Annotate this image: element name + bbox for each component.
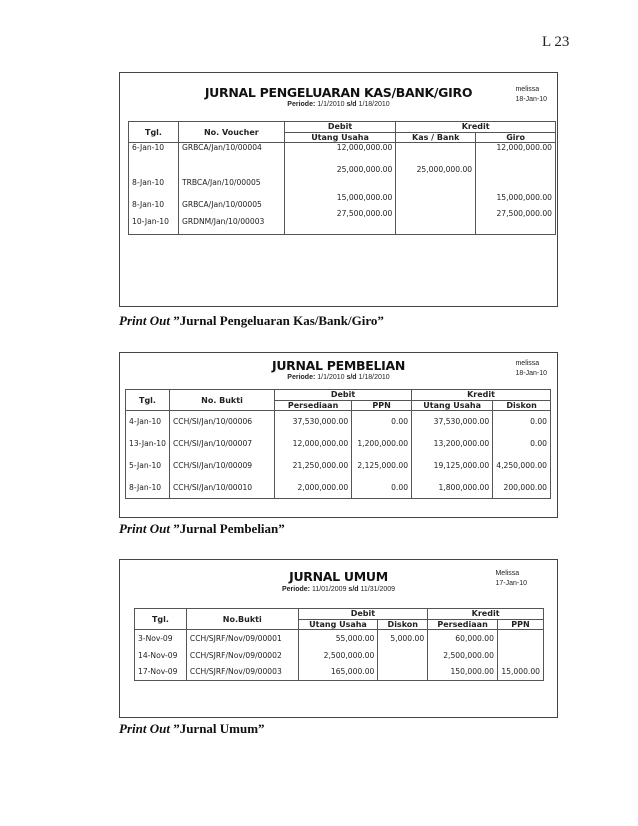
caption-text: ”Jurnal Pembelian”	[173, 521, 285, 536]
cell-ref: CCH/SI/Jan/10/00010	[169, 477, 274, 499]
cell-date: 6-Jan-10	[129, 143, 179, 165]
cell-date: 8-Jan-10	[129, 165, 179, 187]
cell-persediaan: 2,000,000.00	[274, 477, 351, 499]
cell-ref: TRBCA/Jan/10/00005	[178, 165, 284, 187]
report-user: melissa	[515, 360, 540, 367]
caption-pembelian	[119, 521, 285, 537]
table-row	[126, 477, 551, 499]
period-label: Periode:	[287, 101, 316, 108]
header-date: Tgl.	[126, 390, 170, 411]
cell-ppn: 0.00	[352, 477, 412, 499]
report-user-stamp	[495, 569, 527, 589]
caption-pengeluaran-kas	[119, 313, 384, 329]
cell-utang-usaha: 19,125,000.00	[412, 455, 493, 477]
report-user-stamp	[515, 359, 547, 379]
cell-ppn: 15,000.00	[497, 664, 543, 681]
report-period	[120, 101, 557, 108]
report-pembelian	[119, 352, 558, 518]
header-sub-1: Utang Usaha	[284, 132, 396, 143]
report-user-stamp	[515, 85, 547, 105]
cell-giro: 15,000,000.00	[476, 187, 556, 209]
header-sub-1: Utang Usaha	[298, 619, 378, 630]
caption-italic: Print Out	[119, 721, 170, 736]
cell-giro: 12,000,000.00	[476, 143, 556, 165]
period-label: Periode:	[281, 586, 310, 593]
cell-ref: CCH/SI/Jan/10/00009	[169, 455, 274, 477]
cell-ref: CCH/SI/Jan/10/00006	[169, 411, 274, 433]
header-sub-4: Diskon	[493, 400, 551, 411]
report-print-date: 17-Jan-10	[495, 580, 527, 587]
cell-utang-usaha: 13,200,000.00	[412, 433, 493, 455]
header-ref: No. Bukti	[169, 390, 274, 411]
caption-text: ”Jurnal Umum”	[173, 721, 265, 736]
cell-giro	[476, 165, 556, 187]
report-user: Melissa	[495, 570, 520, 577]
cell-giro: 27,500,000.00	[476, 209, 556, 235]
table-row	[129, 143, 556, 165]
cell-utang-usaha: 27,500,000.00	[284, 209, 396, 235]
cell-persediaan: 37,530,000.00	[274, 411, 351, 433]
cell-ppn: 0.00	[352, 411, 412, 433]
table-row	[126, 411, 551, 433]
report-period	[120, 586, 557, 593]
cell-diskon: 0.00	[493, 433, 551, 455]
header-debit: Debit	[284, 122, 396, 133]
header-sub-2: Diskon	[378, 619, 428, 630]
cell-ref: CCH/SJRF/Nov/09/00002	[186, 647, 298, 664]
cell-date: 8-Jan-10	[129, 187, 179, 209]
journal-table	[128, 121, 556, 235]
table-row	[129, 165, 556, 187]
page-number: L 23	[542, 34, 570, 50]
header-sub-1: Persediaan	[274, 400, 351, 411]
report-title: JURNAL PENGELUARAN KAS/BANK/GIRO	[204, 85, 473, 100]
header-sub-2: Kas / Bank	[396, 132, 476, 143]
cell-date: 14-Nov-09	[135, 647, 187, 664]
caption-text: ”Jurnal Pengeluaran Kas/Bank/Giro”	[173, 313, 384, 328]
cell-utang-usaha: 37,530,000.00	[412, 411, 493, 433]
header-kredit: Kredit	[396, 122, 556, 133]
cell-diskon: 200,000.00	[493, 477, 551, 499]
cell-diskon: 5,000.00	[378, 630, 428, 647]
header-sub-3: Utang Usaha	[412, 400, 493, 411]
cell-date: 4-Jan-10	[126, 411, 170, 433]
cell-date: 3-Nov-09	[135, 630, 187, 647]
cell-date: 17-Nov-09	[135, 664, 187, 681]
cell-diskon: 0.00	[493, 411, 551, 433]
cell-utang-usaha: 1,800,000.00	[412, 477, 493, 499]
cell-kas-bank: 25,000,000.00	[396, 165, 476, 187]
period-to: 1/18/2010	[358, 374, 390, 381]
table-row	[126, 455, 551, 477]
cell-ppn	[497, 630, 543, 647]
header-kredit: Kredit	[428, 609, 544, 620]
report-pengeluaran-kas	[119, 72, 558, 307]
cell-utang-usaha: 12,000,000.00	[284, 143, 396, 165]
cell-diskon: 4,250,000.00	[493, 455, 551, 477]
header-debit: Debit	[274, 390, 411, 401]
cell-persediaan: 60,000.00	[428, 630, 498, 647]
period-from: 1/1/2010	[317, 101, 345, 108]
period-separator: s/d	[346, 101, 357, 108]
cell-utang-usaha: 55,000.00	[298, 630, 378, 647]
caption-umum	[119, 721, 265, 737]
cell-ppn: 2,125,000.00	[352, 455, 412, 477]
cell-kas-bank	[396, 187, 476, 209]
cell-persediaan: 2,500,000.00	[428, 647, 498, 664]
table-row	[129, 187, 556, 209]
table-row	[135, 664, 544, 681]
header-sub-3: Giro	[476, 132, 556, 143]
header-sub-2: PPN	[352, 400, 412, 411]
period-separator: s/d	[348, 586, 359, 593]
period-to: 11/31/2009	[360, 586, 396, 593]
cell-ref: CCH/SJRF/Nov/09/00003	[186, 664, 298, 681]
header-debit: Debit	[298, 609, 428, 620]
cell-diskon	[378, 664, 428, 681]
cell-date: 10-Jan-10	[129, 209, 179, 235]
cell-diskon	[378, 647, 428, 664]
header-sub-4: PPN	[497, 619, 543, 630]
cell-kas-bank	[396, 209, 476, 235]
header-ref: No. Voucher	[178, 122, 284, 143]
cell-utang-usaha: 15,000,000.00	[284, 187, 396, 209]
report-print-date: 18-Jan-10	[515, 96, 547, 103]
report-title: JURNAL PEMBELIAN	[271, 358, 406, 373]
cell-ref: CCH/SJRF/Nov/09/00001	[186, 630, 298, 647]
period-from: 1/1/2010	[317, 374, 345, 381]
table-row	[135, 630, 544, 647]
header-date: Tgl.	[129, 122, 179, 143]
header-kredit: Kredit	[412, 390, 551, 401]
cell-ref: GRBCA/Jan/10/00005	[178, 187, 284, 209]
cell-utang-usaha: 25,000,000.00	[284, 165, 396, 187]
cell-persediaan: 150,000.00	[428, 664, 498, 681]
cell-ref: GRBCA/Jan/10/00004	[178, 143, 284, 165]
header-sub-3: Persediaan	[428, 619, 498, 630]
period-label: Periode:	[287, 374, 316, 381]
cell-persediaan: 21,250,000.00	[274, 455, 351, 477]
caption-italic: Print Out	[119, 313, 170, 328]
cell-date: 5-Jan-10	[126, 455, 170, 477]
cell-utang-usaha: 2,500,000.00	[298, 647, 378, 664]
cell-ppn: 1,200,000.00	[352, 433, 412, 455]
cell-date: 8-Jan-10	[126, 477, 170, 499]
cell-date: 13-Jan-10	[126, 433, 170, 455]
cell-ppn	[497, 647, 543, 664]
period-separator: s/d	[346, 374, 357, 381]
report-umum	[119, 559, 558, 718]
table-row	[129, 209, 556, 235]
header-date: Tgl.	[135, 609, 187, 630]
cell-ref: GRDNM/Jan/10/00003	[178, 209, 284, 235]
report-print-date: 18-Jan-10	[515, 370, 547, 377]
period-from: 11/01/2009	[311, 586, 347, 593]
journal-table	[134, 608, 544, 681]
table-row	[135, 647, 544, 664]
period-to: 1/18/2010	[358, 101, 390, 108]
report-user: melissa	[515, 86, 540, 93]
cell-kas-bank	[396, 143, 476, 165]
report-title: JURNAL UMUM	[289, 569, 388, 584]
cell-ref: CCH/SI/Jan/10/00007	[169, 433, 274, 455]
header-ref: No.Bukti	[186, 609, 298, 630]
journal-table	[125, 389, 551, 499]
caption-italic: Print Out	[119, 521, 170, 536]
table-row	[126, 433, 551, 455]
cell-persediaan: 12,000,000.00	[274, 433, 351, 455]
report-period	[120, 374, 557, 381]
cell-utang-usaha: 165,000.00	[298, 664, 378, 681]
